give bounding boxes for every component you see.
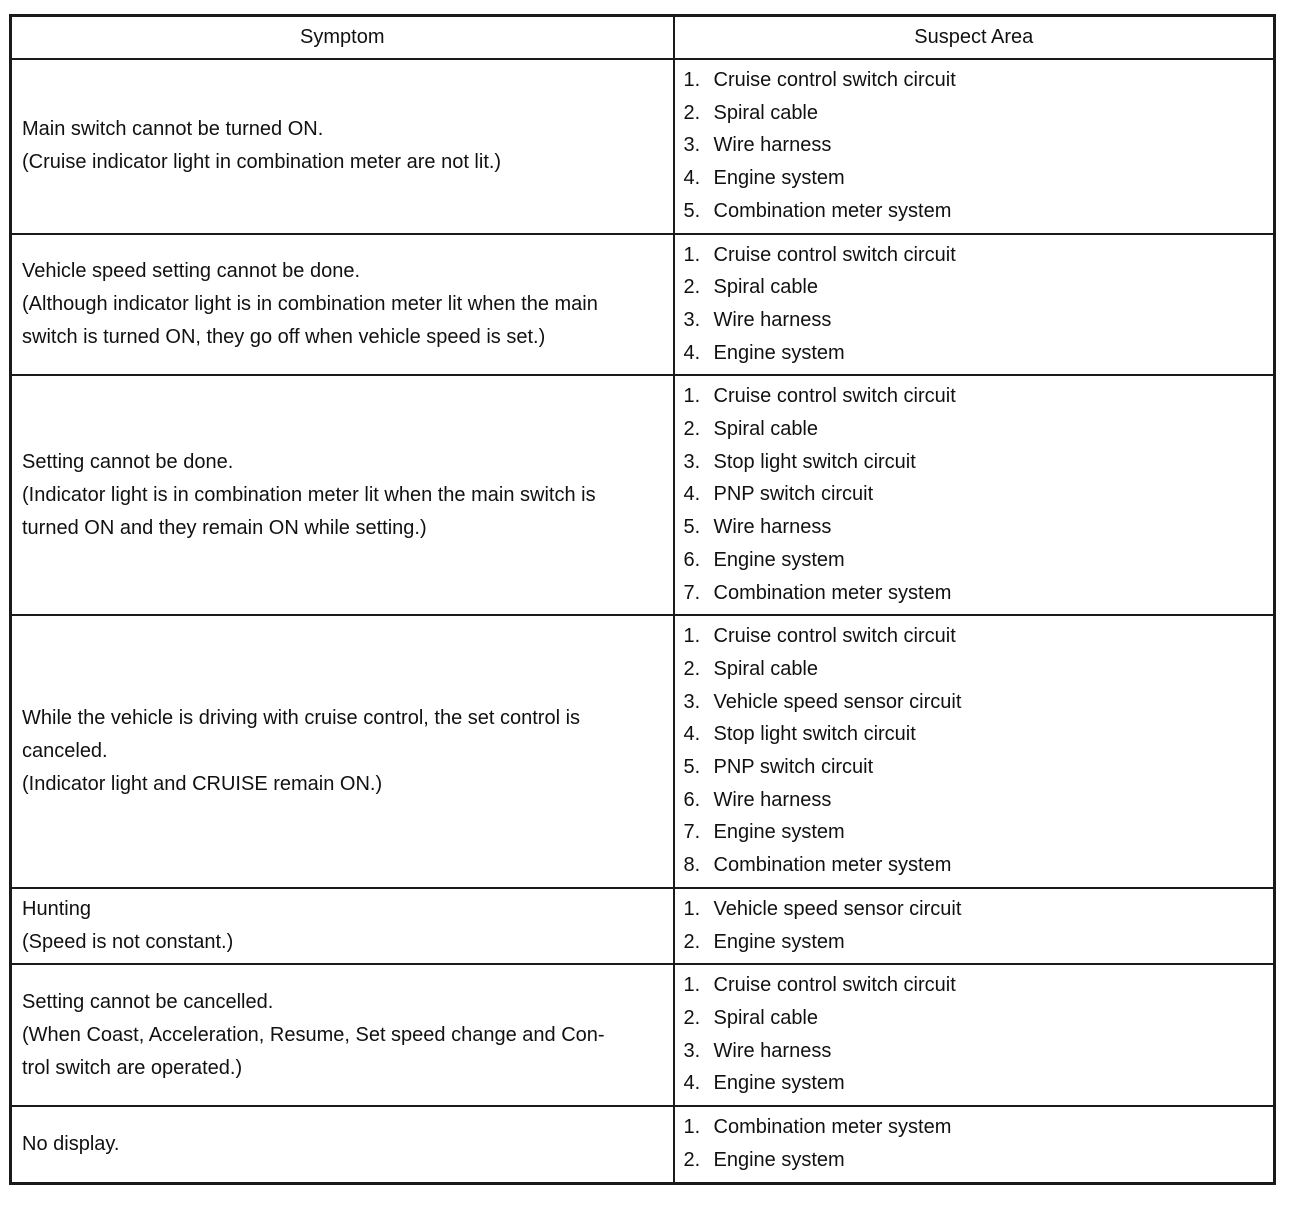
symptom-line: No display. [22, 1132, 120, 1155]
item-number: 4. [683, 167, 701, 190]
symptom-line: Hunting [22, 898, 91, 921]
suspect-area-item [684, 271, 1268, 304]
symptom-line: (Indicator light and CRUISE remain ON.) [22, 772, 383, 795]
item-number: 3. [683, 450, 701, 473]
suspect-area-item [684, 718, 1268, 751]
symptom-cell [11, 964, 674, 1106]
suspect-area-item [684, 1144, 1268, 1177]
suspect-area-item [684, 64, 1268, 97]
item-number: 2. [683, 1148, 701, 1171]
item-text: Combination meter system [713, 581, 952, 604]
symptom-cell [11, 375, 674, 615]
item-number: 6. [683, 548, 701, 571]
item-number: 7. [683, 821, 701, 844]
suspect-area-cell [674, 59, 1275, 234]
item-text: Cruise control switch circuit [713, 385, 956, 408]
item-text: Wire harness [713, 308, 832, 331]
item-number: 1. [683, 1116, 701, 1139]
table-row [11, 375, 1275, 615]
suspect-area-item [684, 751, 1268, 784]
table-row [11, 888, 1275, 964]
symptom-line: turned ON and they remain ON while setting.) [22, 516, 427, 539]
item-number: 2. [683, 101, 701, 124]
item-number: 2. [683, 930, 701, 953]
item-number: 1. [683, 897, 701, 920]
suspect-area-item [684, 893, 1268, 926]
item-text: Vehicle speed sensor circuit [713, 690, 962, 713]
item-text: Combination meter system [713, 854, 952, 877]
item-number: 2. [683, 418, 701, 441]
symptom-line: switch is turned ON, they go off when vehicle speed is set.) [22, 325, 546, 348]
suspect-area-item [684, 969, 1268, 1002]
suspect-area-item [684, 816, 1268, 849]
symptom-line: Vehicle speed setting cannot be done. [22, 260, 361, 283]
symptom-cell [11, 59, 674, 234]
suspect-area-item [684, 304, 1268, 337]
item-number: 2. [683, 1006, 701, 1029]
item-text: Wire harness [713, 788, 832, 811]
suspect-area-item [684, 653, 1268, 686]
table-row [11, 59, 1275, 234]
item-text: Vehicle speed sensor circuit [713, 897, 962, 920]
suspect-area-item [684, 337, 1268, 370]
item-number: 1. [683, 243, 701, 266]
table-row [11, 234, 1275, 376]
suspect-area-item [684, 620, 1268, 653]
item-text: Wire harness [713, 134, 832, 157]
symptom-line: Setting cannot be done. [22, 451, 234, 474]
suspect-area-item [684, 413, 1268, 446]
header-row [11, 16, 1275, 60]
suspect-area-item [684, 1067, 1268, 1100]
table-row [11, 615, 1275, 888]
item-text: Wire harness [713, 516, 832, 539]
item-text: Engine system [713, 1148, 845, 1171]
item-text: Cruise control switch circuit [713, 974, 956, 997]
item-number: 4. [683, 483, 701, 506]
item-text: PNP switch circuit [713, 756, 874, 779]
item-number: 2. [683, 657, 701, 680]
item-text: Spiral cable [713, 276, 819, 299]
item-number: 4. [683, 723, 701, 746]
item-number: 7. [683, 581, 701, 604]
item-number: 1. [683, 974, 701, 997]
suspect-area-list [684, 239, 1268, 370]
troubleshooting-table [9, 14, 1276, 1185]
symptom-line: (Speed is not constant.) [22, 931, 234, 954]
symptom-cell [11, 615, 674, 888]
item-text: Stop light switch circuit [713, 450, 916, 473]
item-number: 5. [683, 516, 701, 539]
item-number: 3. [683, 1039, 701, 1062]
suspect-area-cell [674, 375, 1275, 615]
suspect-area-list [684, 893, 1268, 958]
item-number: 5. [683, 199, 701, 222]
symptom-line: Setting cannot be cancelled. [22, 990, 274, 1013]
table-row [11, 1106, 1275, 1183]
suspect-area-item [684, 926, 1268, 959]
item-text: Engine system [713, 548, 845, 571]
item-text: Spiral cable [713, 657, 819, 680]
item-text: Wire harness [713, 1039, 832, 1062]
item-text: Engine system [713, 341, 845, 364]
suspect-area-cell [674, 888, 1275, 964]
item-text: Cruise control switch circuit [713, 69, 956, 91]
suspect-area-column-header: Suspect Area [674, 16, 1275, 60]
table-body [11, 59, 1275, 1183]
item-number: 5. [683, 756, 701, 779]
symptom-line: (Indicator light is in combination meter lit when the main switch is [22, 483, 596, 506]
item-text: Stop light switch circuit [713, 723, 916, 746]
suspect-area-item [684, 97, 1268, 130]
symptom-cell [11, 234, 674, 376]
suspect-area-cell [674, 964, 1275, 1106]
suspect-area-list [684, 1111, 1268, 1176]
suspect-area-item [684, 511, 1268, 544]
symptom-column-header: Symptom [11, 16, 674, 60]
item-number: 4. [683, 341, 701, 364]
item-number: 1. [683, 69, 701, 91]
suspect-area-item [684, 849, 1268, 882]
suspect-area-item [684, 162, 1268, 195]
suspect-area-item [684, 1035, 1268, 1068]
suspect-area-item [684, 478, 1268, 511]
suspect-area-cell [674, 615, 1275, 888]
item-number: 4. [683, 1072, 701, 1095]
suspect-area-list [684, 969, 1268, 1100]
symptom-line: While the vehicle is driving with cruise control, the set control is [22, 707, 581, 730]
symptom-line: trol switch are operated.) [22, 1056, 243, 1079]
suspect-area-item [684, 1002, 1268, 1035]
suspect-area-list [684, 380, 1268, 609]
item-text: Spiral cable [713, 101, 819, 124]
item-number: 3. [683, 134, 701, 157]
item-text: Combination meter system [713, 1116, 952, 1139]
item-text: Combination meter system [713, 199, 952, 222]
item-text: PNP switch circuit [713, 483, 874, 506]
suspect-area-item [684, 195, 1268, 228]
item-text: Cruise control switch circuit [713, 625, 956, 648]
symptom-line: (Although indicator light is in combination meter lit when the main [22, 293, 598, 316]
suspect-area-list [684, 64, 1268, 228]
item-number: 1. [683, 625, 701, 648]
suspect-area-item [684, 239, 1268, 272]
symptom-line: canceled. [22, 740, 108, 763]
suspect-area-item [684, 544, 1268, 577]
item-number: 3. [683, 690, 701, 713]
item-text: Cruise control switch circuit [713, 243, 956, 266]
item-text: Engine system [713, 167, 845, 190]
suspect-area-item [684, 686, 1268, 719]
suspect-area-list [684, 620, 1268, 882]
item-text: Spiral cable [713, 1006, 819, 1029]
symptom-cell [11, 888, 674, 964]
symptom-line: (Cruise indicator light in combination meter are not lit.) [22, 151, 502, 174]
item-number: 6. [683, 788, 701, 811]
item-text: Engine system [713, 930, 845, 953]
table-header [11, 16, 1275, 60]
symptom-line: (When Coast, Acceleration, Resume, Set speed change and Con- [22, 1023, 605, 1046]
suspect-area-cell [674, 1106, 1275, 1183]
suspect-area-item [684, 577, 1268, 610]
item-number: 8. [683, 854, 701, 877]
item-text: Engine system [713, 1072, 845, 1095]
item-text: Spiral cable [713, 418, 819, 441]
item-number: 1. [683, 385, 701, 408]
suspect-area-item [684, 380, 1268, 413]
symptom-line: Main switch cannot be turned ON. [22, 118, 324, 141]
suspect-area-item [684, 446, 1268, 479]
suspect-area-item [684, 1111, 1268, 1144]
item-number: 3. [683, 308, 701, 331]
symptom-cell [11, 1106, 674, 1183]
suspect-area-cell [674, 234, 1275, 376]
item-number: 2. [683, 276, 701, 299]
item-text: Engine system [713, 821, 845, 844]
suspect-area-item [684, 129, 1268, 162]
suspect-area-item [684, 784, 1268, 817]
table-row [11, 964, 1275, 1106]
